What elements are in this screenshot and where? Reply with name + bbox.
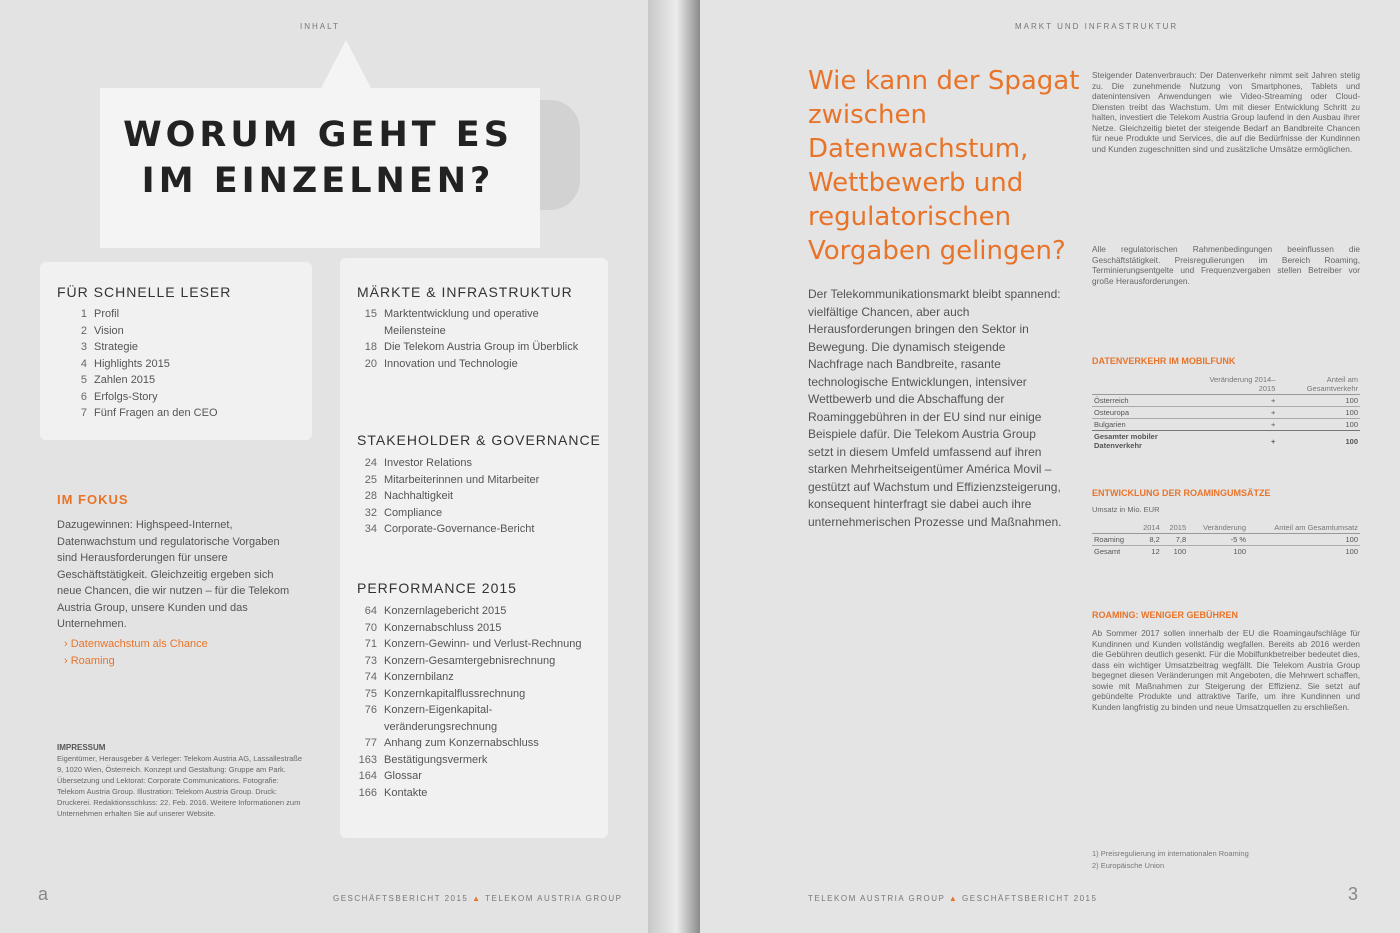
running-head-left: INHALT — [300, 22, 340, 31]
toc-item-performance[interactable] — [347, 702, 587, 735]
toc-page-number: 20 — [364, 357, 377, 370]
page-number-left: a — [38, 884, 49, 904]
table-row: Gesamt 12 100 100 100 — [1094, 547, 1358, 556]
toc-item-label: Glossar — [384, 770, 422, 782]
toc-item-label: Konzernabschluss 2015 — [384, 621, 502, 634]
toc-item-performance[interactable] — [347, 768, 587, 785]
focus-link[interactable]: › Datenwachstum als Chance — [64, 638, 208, 650]
spine-gutter — [648, 0, 700, 933]
running-head-right: MARKT UND INFRASTRUKTUR — [1015, 22, 1179, 31]
toc-page-number: 18 — [364, 341, 377, 353]
toc-item-label: Mitarbeiterinnen und Mitarbeiter — [384, 473, 540, 486]
toc-page-number: 76 — [364, 704, 377, 716]
toc-page-number: 7 — [80, 407, 87, 419]
toc-item-label: Anhang zum Konzernabschluss — [384, 737, 539, 749]
toc-item-label: Die Telekom Austria Group im Überblick — [384, 341, 579, 353]
toc-page-number: 75 — [364, 687, 377, 700]
toc-item-label: Konzern-Gesamtergebnisrechnung — [384, 654, 556, 667]
toc-page-number: 77 — [364, 737, 377, 749]
toc-item-markets[interactable] — [347, 339, 587, 356]
toc-item-performance[interactable] — [347, 669, 587, 686]
table1: Veränderung 2014–2015 Anteil am Gesamtverkehr Österreich + 100 Osteuropa + 100 Bulgarien + 100 Gesamter mobiler Datenverkehr + 100 — [1094, 375, 1358, 450]
toc-item-stakeholder[interactable] — [347, 505, 587, 522]
toc-page-number: 74 — [364, 671, 377, 683]
toc-page-number: 164 — [358, 770, 377, 782]
markets-list — [347, 306, 587, 372]
toc-item-label: Konzern-Eigenkapital-veränderungsrechnung — [384, 704, 498, 733]
speech-bubble-shadow — [540, 100, 580, 210]
toc-page-number: 5 — [80, 374, 87, 386]
speech-bubble-tail — [320, 40, 372, 90]
table-row: Österreich + 100 — [1094, 396, 1358, 405]
table-total-row: Gesamter mobiler Datenverkehr + 100 — [1094, 432, 1358, 450]
left-page — [0, 0, 648, 933]
toc-item-label: Innovation und Technologie — [384, 357, 518, 370]
toc-item-label: Nachhaltigkeit — [384, 490, 454, 502]
focus-links[interactable] — [64, 636, 208, 670]
toc-item-performance[interactable] — [347, 653, 587, 670]
stakeholder-list — [347, 455, 587, 538]
imprint-title: IMPRESSUM — [57, 743, 106, 752]
toc-page-number: 70 — [364, 621, 377, 634]
toc-item-label: Erfolgs-Story — [94, 390, 158, 403]
table-row: Bulgarien + 100 — [1094, 420, 1358, 429]
toc-item-label: Vision — [94, 324, 124, 337]
stakeholder-title: STAKEHOLDER & GOVERNANCE — [357, 432, 601, 448]
toc-item-performance[interactable] — [347, 735, 587, 752]
toc-page-number: 24 — [364, 457, 377, 469]
toc-item-stakeholder[interactable] — [347, 472, 587, 489]
imprint — [57, 742, 307, 819]
lead-text: Der Telekommunikationsmarkt bleibt spannend: vielfältige Chancen, aber auch Herausforderungen bringen den Sektor in Bewegung. Die dynamisch steigende Nachfrage nach Bandbreite, rasante technologische Entwicklungen, intensiver Wettbewerb und die Abschaffung der Roaminggebühren in der EU sind nur einige Beispiele dafür. Die Telekom Austria Group setzt in diesem Umfeld umfassend auf ihren starken Mehrheitseigentümer América Movil – gestützt auf Wachstum und Effizienzsteigerung, konsequent hinterfragt sie dabei auch ihre unternehmerischen Prozesse und Maßnahmen. — [808, 287, 1062, 529]
toc-item-quick[interactable] — [57, 356, 297, 373]
toc-page-number: 32 — [364, 506, 377, 519]
toc-item-stakeholder[interactable] — [347, 521, 587, 538]
toc-item-label: Konzernlagebericht 2015 — [384, 605, 507, 617]
question-headline: Wie kann der Spagat zwischen Datenwachstum, Wettbewerb und regulatorischen Vorgaben gelingen? — [808, 66, 1080, 266]
focus-text: Dazugewinnen: Highspeed-Internet, Datenwachstum und regulatorische Vorgaben sind Herausforderungen für unsere Geschäftstätigkeit. Gleichzeitig ergeben sich neue Chancen, die wir nutzen – für die Telekom Austria Group, unsere Kunden und das Unternehmen. — [57, 519, 290, 630]
toc-item-label: Highlights 2015 — [94, 357, 170, 370]
toc-item-label: Strategie — [94, 341, 139, 353]
toc-item-performance[interactable] — [347, 636, 587, 653]
toc-item-performance[interactable] — [347, 752, 587, 769]
toc-item-label: Kontakte — [384, 786, 428, 799]
toc-item-label: Fünf Fragen an den CEO — [94, 407, 218, 419]
performance-list — [347, 603, 587, 801]
table2: 2014 2015 Veränderung Anteil am Gesamtumsatz Roaming 8,2 7,8 -5 % 100 Gesamt 12 100 100 100 — [1094, 523, 1358, 556]
toc-item-label: Konzernkapitalflussrechnung — [384, 687, 526, 700]
toc-page-number: 73 — [364, 654, 377, 667]
toc-page-number: 2 — [80, 324, 87, 337]
imprint-text: Eigentümer, Herausgeber & Verleger: Telekom Austria AG, Lassallestraße 9, 1020 Wien, Österreich. Konzept und Gestaltung: Gruppe am Park. Übersetzung und Lektorat: Corporate Communications. Fotografie: Telekom Austria Group. Illustration: Telekom Austria Group. Druck: Druckerei. Redaktionsschluss: 22. Feb. 2016. Weitere Informationen zum Unternehmen erhalten Sie auf unserer Website. — [57, 754, 302, 818]
toc-item-quick[interactable] — [57, 389, 297, 406]
table2-subtitle: Umsatz in Mio. EUR — [1092, 505, 1160, 514]
toc-item-stakeholder[interactable] — [347, 488, 587, 505]
footer-left: GESCHÄFTSBERICHT 2015 ▲ TELEKOM AUSTRIA GROUP — [333, 894, 623, 903]
footnotes — [1092, 848, 1249, 872]
quick-readers-list — [57, 306, 297, 422]
page-number-right: 3 — [1348, 884, 1359, 904]
table-row: Osteuropa + 100 — [1094, 408, 1358, 417]
toc-item-quick[interactable] — [57, 323, 297, 340]
toc-item-markets[interactable] — [347, 356, 587, 373]
toc-item-label: Investor Relations — [384, 457, 473, 469]
toc-item-performance[interactable] — [347, 686, 587, 703]
toc-item-quick[interactable] — [57, 405, 297, 422]
toc-item-label: Corporate-Governance-Bericht — [384, 523, 535, 535]
toc-item-label: Konzern-Gewinn- und Verlust-Rechnung — [384, 638, 582, 650]
markets-title: MÄRKTE & INFRASTRUKTUR — [357, 284, 573, 300]
toc-item-quick[interactable] — [57, 306, 297, 323]
toc-item-label: Konzernbilanz — [384, 671, 454, 683]
triangle-icon: ▲ — [948, 894, 959, 903]
toc-item-label: Profil — [94, 308, 120, 320]
footnote: 2) Europäische Union — [1092, 861, 1165, 870]
toc-item-quick[interactable] — [57, 339, 297, 356]
toc-item-label: Marktentwicklung und operative Meilensteine — [384, 308, 539, 337]
toc-page-number: 34 — [364, 523, 377, 535]
toc-page-number: 6 — [80, 390, 87, 403]
focus-link[interactable]: › Roaming — [64, 655, 115, 667]
focus-title: IM FOKUS — [57, 492, 129, 507]
toc-page-number: 4 — [80, 357, 87, 370]
toc-page-number: 1 — [80, 308, 87, 320]
triangle-icon: ▲ — [472, 894, 482, 903]
footnote: 1) Preisregulierung im internationalen Roaming — [1092, 849, 1249, 858]
toc-page-number: 64 — [364, 605, 377, 617]
quick-readers-title: FÜR SCHNELLE LESER — [57, 284, 232, 300]
toc-item-label: Zahlen 2015 — [94, 374, 156, 386]
toc-item-label: Bestätigungsvermerk — [384, 753, 488, 766]
body-paragraph-3: Ab Sommer 2017 sollen innerhalb der EU die Roamingaufschläge für Kundinnen und Kunden vollständig wegfallen. Bereits ab 2016 werden die Gebühren deutlich gesenkt. Für die Mobilfunkbetreiber bedeutet dies, dass ein wichtiger Umsatzbeitrag wegfällt. Die Telekom Austria Group begegnet diesen Veränderungen mit Angeboten, die Mehrwert schaffen, sowie mit Maßnahmen zur Steigerung der Effizienz. Sie setzt auf gebündelte Produkte und attraktive Tarife, um ihre Kundinnen und Kunden langfristig zu binden und neue Umsatzquellen zu erschließen. — [1092, 628, 1360, 712]
table-row: Roaming 8,2 7,8 -5 % 100 — [1094, 535, 1358, 544]
section3-title: ROAMING: WENIGER GEBÜHREN — [1092, 610, 1238, 620]
toc-item-performance[interactable] — [347, 603, 587, 620]
page-headline: WORUM GEHT ES IM EINZELNEN? — [123, 115, 513, 201]
toc-item-performance[interactable] — [347, 785, 587, 802]
toc-item-stakeholder[interactable] — [347, 455, 587, 472]
toc-item-performance[interactable] — [347, 620, 587, 637]
body-paragraph-2: Alle regulatorischen Rahmenbedingungen beeinflussen die Geschäftstätigkeit. Preisregulierungen im Bereich Roaming, Terminierungsentgelte und Frequenzvergaben stellen Betreiber vor große Herausforderungen. — [1092, 244, 1360, 286]
table2-title: ENTWICKLUNG DER ROAMINGUMSÄTZE — [1092, 488, 1271, 498]
body-paragraph-1: Steigender Datenverbrauch: Der Datenverkehr nimmt seit Jahren stetig zu. Die zunehmende Nutzung von Smartphones, Tablets und datenintensiven Anwendungen wie Video-Streaming oder Cloud-Diensten treibt das Wachstum. Um mit dieser Entwicklung Schritt zu halten, investiert die Telekom Austria Group laufend in den Ausbau ihrer Netze. Gleichzeitig bietet der steigende Bedarf an Bandbreite Chancen für neue Produkte und Services, die auf die Bedürfnisse der Kundinnen und Kunden zugeschnitten sind und zusätzliche Umsätze ermöglichen. — [1092, 70, 1360, 154]
toc-item-quick[interactable] — [57, 372, 297, 389]
performance-title: PERFORMANCE 2015 — [357, 580, 517, 596]
toc-page-number: 163 — [358, 753, 377, 766]
toc-page-number: 15 — [364, 308, 377, 320]
toc-page-number: 71 — [364, 638, 377, 650]
toc-page-number: 25 — [364, 473, 377, 486]
footer-right: TELEKOM AUSTRIA GROUP ▲ GESCHÄFTSBERICHT 2015 — [808, 894, 1098, 903]
toc-page-number: 3 — [80, 341, 87, 353]
toc-page-number: 166 — [358, 786, 377, 799]
toc-page-number: 28 — [364, 490, 377, 502]
toc-item-label: Compliance — [384, 506, 443, 519]
table1-title: DATENVERKEHR IM MOBILFUNK — [1092, 356, 1236, 366]
toc-item-markets[interactable] — [347, 306, 587, 339]
